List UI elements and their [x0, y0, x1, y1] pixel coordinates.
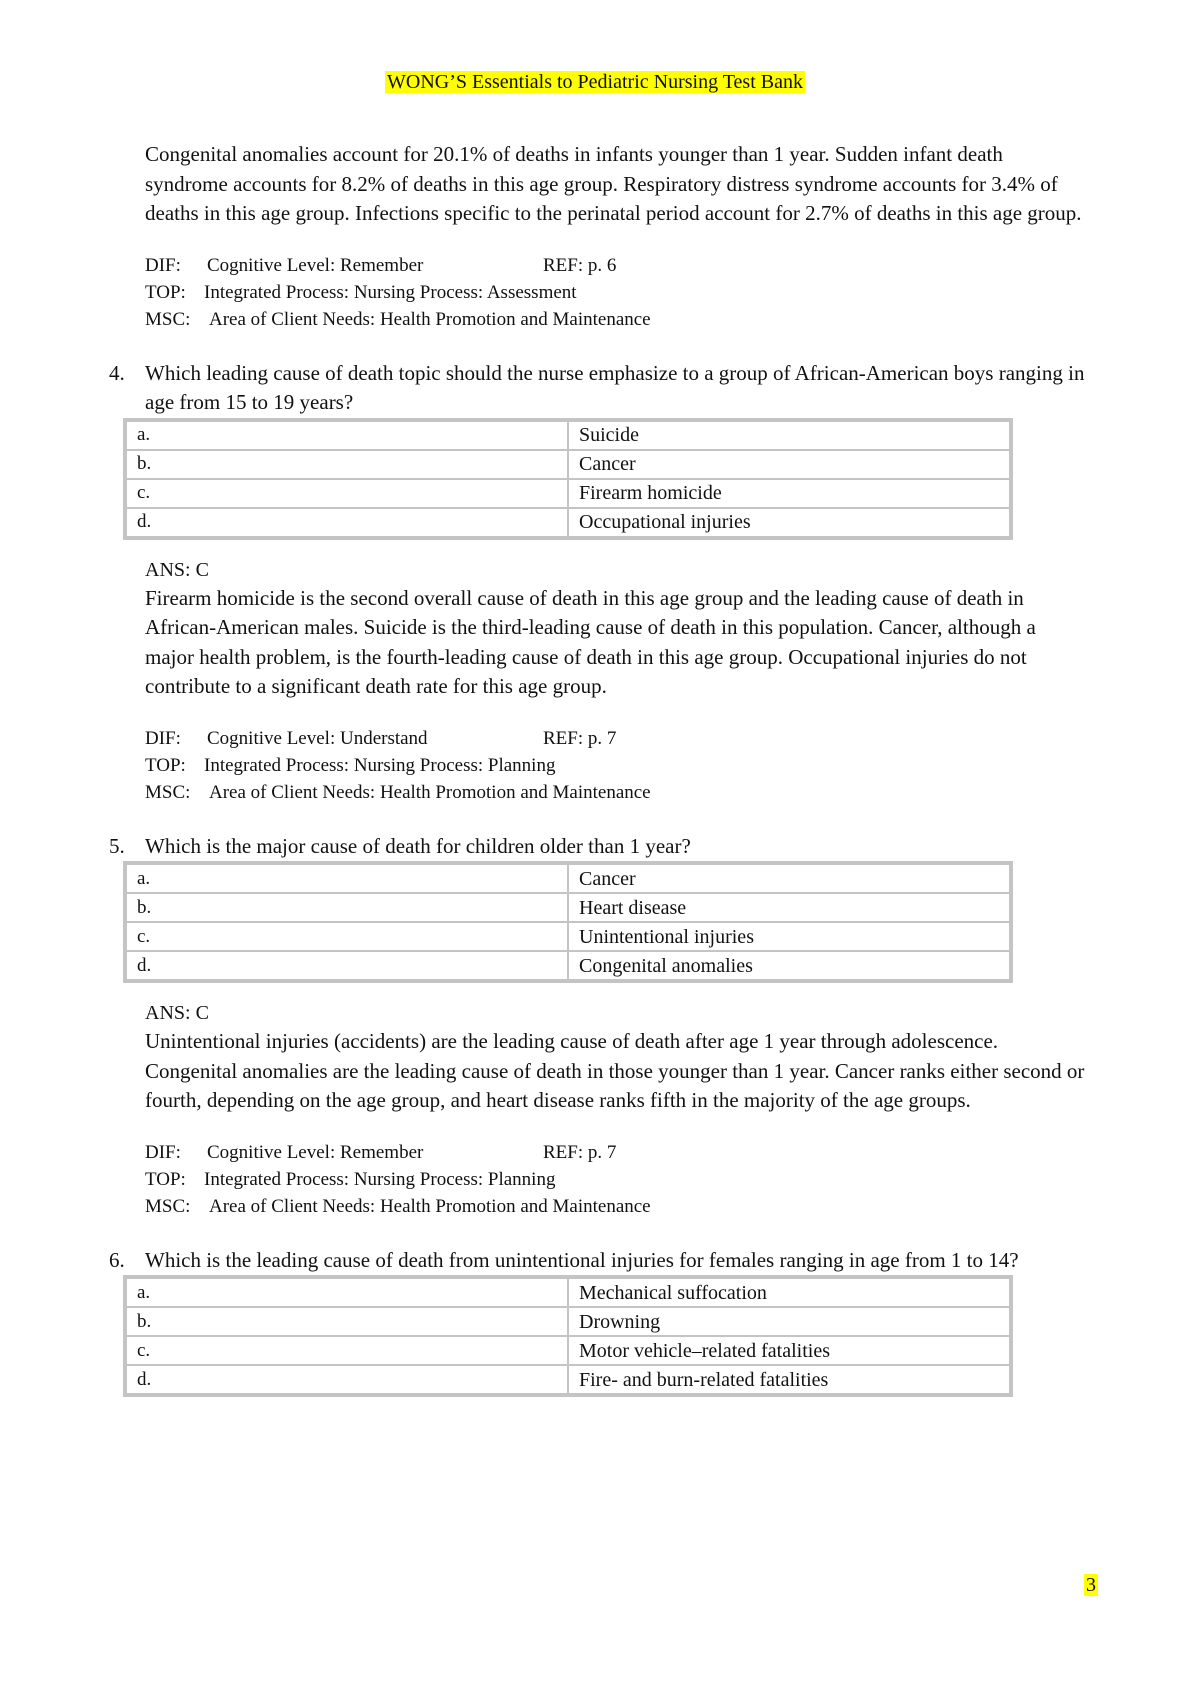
- dif-label: DIF:: [145, 1141, 181, 1163]
- option-text: Suicide: [568, 421, 1010, 450]
- answer: ANS: C: [145, 558, 209, 581]
- intro-meta: [145, 252, 1090, 333]
- dif-value: Cognitive Level: Remember: [207, 254, 424, 276]
- option-letter: b.: [126, 893, 568, 922]
- option-letter: c.: [126, 479, 568, 508]
- question-meta: [145, 1139, 1090, 1220]
- option-row: [126, 479, 1010, 508]
- question-number: 4.: [109, 360, 125, 385]
- question-6: [109, 1246, 1090, 1276]
- dif-row: [145, 725, 1090, 752]
- document-header: [0, 68, 1190, 96]
- page-number-label: 3: [1086, 1574, 1096, 1596]
- option-letter: b.: [126, 450, 568, 479]
- option-letter: c.: [126, 1336, 568, 1365]
- question-number: 5.: [109, 833, 125, 858]
- option-text: Drowning: [568, 1307, 1010, 1336]
- option-text: Cancer: [568, 450, 1010, 479]
- top-label: TOP:: [145, 1168, 186, 1190]
- rationale: Unintentional injuries (accidents) are the leading cause of death after age 1 year through adolescence. Congenital anomalies are the leading cause of death in those younger than 1 year. Cancer ranks either second or fourth, depending on the age group, and heart disease ranks fifth in the majority of the age groups.: [145, 1029, 1085, 1112]
- ref-value: REF: p. 6: [543, 254, 617, 276]
- question-5: [109, 832, 1090, 862]
- options-table: [123, 861, 1013, 983]
- dif-row: [145, 1139, 1090, 1166]
- msc-row: [145, 779, 1090, 806]
- msc-row: [145, 306, 1090, 333]
- top-value: Integrated Process: Nursing Process: Planning: [204, 1168, 556, 1190]
- option-letter: a.: [126, 864, 568, 893]
- header-title: WONG’S Essentials to Pediatric Nursing Test Bank: [387, 71, 803, 93]
- msc-row: [145, 1193, 1090, 1220]
- question-4: [109, 359, 1090, 418]
- top-row: [145, 279, 1090, 306]
- dif-row: [145, 252, 1090, 279]
- msc-value: Area of Client Needs: Health Promotion and Maintenance: [209, 1195, 651, 1217]
- dif-label: DIF:: [145, 254, 181, 276]
- top-label: TOP:: [145, 754, 186, 776]
- option-row: [126, 864, 1010, 893]
- question-meta: [145, 725, 1090, 806]
- option-row: [126, 508, 1010, 537]
- option-letter: c.: [126, 922, 568, 951]
- intro-rationale: Congenital anomalies account for 20.1% of deaths in infants younger than 1 year. Sudden infant death syndrome accounts for 8.2% of deaths in this age group. Respiratory distress syndrome accounts for 3.4% of deaths in this age group. Infections specific to the perinatal period account for 2.7% of deaths in this age group.: [145, 142, 1082, 225]
- question-text: Which is the major cause of death for children older than 1 year?: [145, 833, 691, 858]
- dif-label: DIF:: [145, 727, 181, 749]
- option-text: Fire- and burn-related fatalities: [568, 1365, 1010, 1394]
- rationale: Firearm homicide is the second overall cause of death in this age group and the leading cause of death in African-American males. Suicide is the third-leading cause of death in this population. Cancer, although a major health problem, is the fourth-leading cause of death in this age group. Occupational injuries do not contribute to a significant death rate for this age group.: [145, 585, 1036, 698]
- option-row: [126, 1365, 1010, 1394]
- answer: ANS: C: [145, 1002, 209, 1024]
- option-text: Heart disease: [568, 893, 1010, 922]
- option-row: [126, 421, 1010, 450]
- option-text: Occupational injuries: [568, 508, 1010, 537]
- options-table: [123, 418, 1013, 540]
- option-text: Congenital anomalies: [568, 951, 1010, 980]
- ref-value: REF: p. 7: [543, 727, 617, 749]
- dif-value: Cognitive Level: Remember: [207, 1141, 424, 1163]
- msc-label: MSC:: [145, 781, 191, 803]
- option-row: [126, 922, 1010, 951]
- msc-label: MSC:: [145, 1195, 191, 1217]
- page-content: [109, 140, 1090, 1397]
- option-letter: a.: [126, 1278, 568, 1307]
- option-row: [126, 951, 1010, 980]
- option-row: [126, 1278, 1010, 1307]
- top-row: [145, 1166, 1090, 1193]
- top-row: [145, 752, 1090, 779]
- top-value: Integrated Process: Nursing Process: Planning: [204, 754, 556, 776]
- question-text: Which leading cause of death topic should the nurse emphasize to a group of African-American boys ranging in age from 15 to 19 years?: [145, 360, 1085, 414]
- page-number: [1084, 1572, 1098, 1598]
- option-letter: b.: [126, 1307, 568, 1336]
- option-letter: d.: [126, 951, 568, 980]
- ref-value: REF: p. 7: [543, 1141, 617, 1163]
- question-number: 6.: [109, 1247, 125, 1272]
- msc-value: Area of Client Needs: Health Promotion and Maintenance: [209, 308, 651, 330]
- option-row: [126, 893, 1010, 922]
- option-row: [126, 1307, 1010, 1336]
- option-letter: d.: [126, 508, 568, 537]
- option-row: [126, 450, 1010, 479]
- top-label: TOP:: [145, 281, 186, 303]
- option-text: Mechanical suffocation: [568, 1278, 1010, 1307]
- option-row: [126, 1336, 1010, 1365]
- option-letter: a.: [126, 421, 568, 450]
- option-text: Firearm homicide: [568, 479, 1010, 508]
- option-letter: d.: [126, 1365, 568, 1394]
- option-text: Unintentional injuries: [568, 922, 1010, 951]
- option-text: Cancer: [568, 864, 1010, 893]
- dif-value: Cognitive Level: Understand: [207, 727, 428, 749]
- top-value: Integrated Process: Nursing Process: Assessment: [204, 281, 577, 303]
- option-text: Motor vehicle–related fatalities: [568, 1336, 1010, 1365]
- msc-label: MSC:: [145, 308, 191, 330]
- msc-value: Area of Client Needs: Health Promotion and Maintenance: [209, 781, 651, 803]
- question-text: Which is the leading cause of death from unintentional injuries for females ranging in age from 1 to 14?: [145, 1247, 1019, 1272]
- options-table: [123, 1275, 1013, 1397]
